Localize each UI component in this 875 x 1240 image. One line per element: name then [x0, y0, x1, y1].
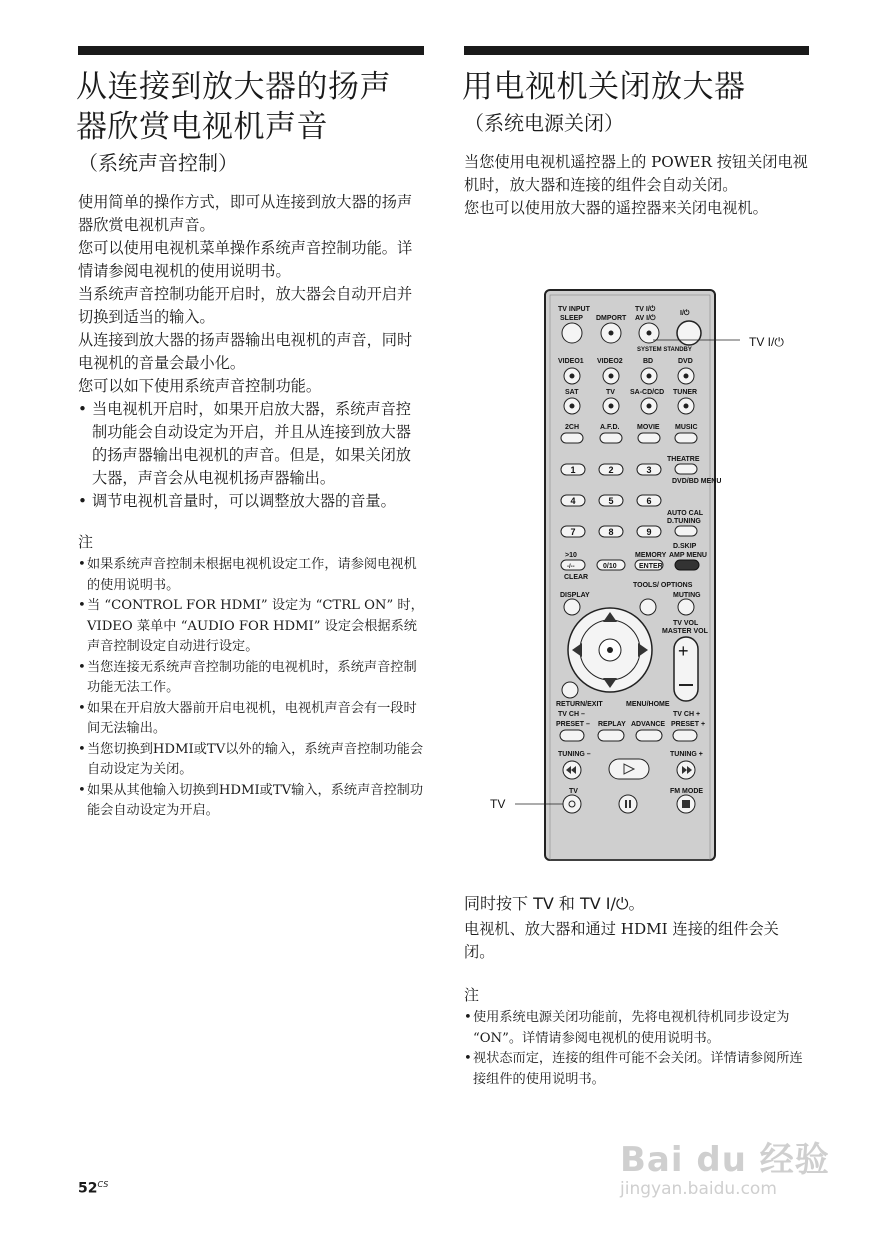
play-button[interactable]	[609, 759, 649, 779]
key-8-label: 8	[608, 527, 614, 537]
label-advance: ADVANCE	[631, 721, 666, 728]
label-movie: MOVIE	[637, 424, 660, 431]
step-block	[464, 891, 809, 1090]
label-av-power: AV I/⏻	[635, 315, 656, 322]
tv-bottom-button[interactable]	[563, 795, 581, 813]
note-item: • 使用系统电源关闭功能前，先将电视机待机同步设定为 “ON”。详情请参阅电视机的使用说明书。	[464, 1008, 809, 1049]
label-video1: VIDEO1	[558, 358, 584, 365]
note-item: • 当 “CONTROL FOR HDMI” 设定为 “CTRL ON” 时，VIDEO 菜单中 “AUDIO FOR HDMI” 设定会根据系统声音控制设定自动进行设定。	[78, 596, 424, 658]
label-dvdbd-menu: DVD/BD MENU	[672, 478, 722, 485]
callout-tv-power: TV I/⏻	[749, 335, 784, 349]
label-tuning-minus: TUNING –	[558, 751, 591, 758]
advance-button[interactable]	[636, 730, 662, 741]
notes-block	[464, 984, 809, 1090]
label-dmport: DMPORT	[596, 315, 627, 322]
left-column	[78, 46, 424, 822]
notes-list	[464, 1008, 809, 1090]
remote-illustration	[470, 285, 815, 865]
label-preset-plus: PRESET +	[671, 721, 706, 728]
label-zero: 0/10	[603, 563, 617, 570]
note-heading: 注	[78, 533, 94, 551]
paragraph: 您可以如下使用系统声音控制功能。	[78, 377, 321, 395]
label-2ch: 2CH	[565, 424, 580, 431]
paragraph: 使用简单的操作方式，即可从连接到放大器的扬声器欣赏电视机声音。	[78, 193, 413, 234]
label-video2: VIDEO2	[597, 358, 623, 365]
bullet-item: • 当电视机开启时，如果开启放大器，系统声音控制功能会自动设定为开启，并且从连接到放大器的扬声器输出电视机的声音。但是，如果关闭放大器，声音会从电视机扬声器输出。	[78, 398, 424, 490]
label-tools: TOOLS/ OPTIONS	[633, 582, 693, 589]
label-tuner: TUNER	[673, 389, 698, 396]
label-display: DISPLAY	[560, 592, 590, 599]
section-rule	[464, 46, 809, 55]
step-instruction: 同时按下 TV 和 TV I/⏻。	[464, 894, 645, 913]
label-d-tuning: D.TUNING	[667, 518, 701, 525]
paragraph: 当系统声音控制功能开启时，放大器会自动开启并切换到适当的输入。	[78, 285, 413, 326]
label-tv-input-button: TV	[606, 389, 615, 396]
label-tuning-plus: TUNING +	[670, 751, 703, 758]
label-tv-ch-plus: TV CH +	[673, 711, 701, 718]
label-menu-home: MENU/HOME	[626, 701, 670, 708]
note-item: • 当您切换到HDMI或TV以外的输入，系统声音控制功能会自动设定为关闭。	[78, 740, 424, 781]
label-auto-cal: AUTO CAL	[667, 510, 704, 517]
label-master-vol: MASTER VOL	[662, 628, 708, 635]
label-dvd: DVD	[678, 358, 693, 365]
section-subtitle: （系统声音控制）	[78, 151, 238, 175]
label-power: I/⏻	[680, 310, 690, 317]
note-item: • 如果系统声音控制未根据电视机设定工作，请参阅电视机的使用说明书。	[78, 555, 424, 596]
key-7-label: 7	[570, 527, 576, 537]
key-2-label: 2	[608, 465, 614, 475]
label-replay: REPLAY	[598, 721, 626, 728]
label-tv-ch-minus: TV CH –	[558, 711, 585, 718]
label-amp-menu: AMP MENU	[669, 552, 707, 559]
tools-button[interactable]	[640, 599, 656, 615]
label-music: MUSIC	[675, 424, 698, 431]
amp-menu-button[interactable]	[675, 560, 699, 570]
label-theatre: THEATRE	[667, 456, 700, 463]
label-fm-mode: FM MODE	[670, 788, 704, 795]
power-button[interactable]	[677, 321, 701, 345]
label-preset-minus: PRESET –	[556, 721, 590, 728]
notes-list	[78, 555, 424, 822]
label-sacd: SA-CD/CD	[630, 389, 665, 396]
section-title: 用电视机关闭放大器	[462, 69, 746, 105]
body-text	[464, 151, 809, 220]
dtuning-button[interactable]	[675, 526, 697, 536]
label-bd: BD	[643, 358, 654, 365]
label-return: RETURN/EXIT	[556, 701, 603, 708]
label-clear: CLEAR	[564, 574, 589, 581]
dvdbd-menu-button[interactable]	[675, 464, 697, 474]
note-item: • 视状态而定，连接的组件可能不会关闭。详情请参阅所连接组件的使用说明书。	[464, 1049, 809, 1090]
return-button[interactable]	[562, 682, 578, 698]
key-6-label: 6	[646, 496, 652, 506]
right-column	[464, 46, 809, 220]
label-tv-bottom: TV	[569, 788, 578, 795]
section-subtitle: （系统电源关闭）	[464, 111, 624, 135]
next-button[interactable]	[673, 730, 697, 741]
bullet-item: • 调节电视机音量时，可以调整放大器的音量。	[78, 490, 424, 513]
label-afd: A.F.D.	[600, 424, 620, 431]
movie-button[interactable]	[638, 433, 660, 443]
paragraph: 您也可以使用放大器的遥控器来关闭电视机。	[464, 199, 768, 217]
key-5-label: 5	[608, 496, 614, 506]
note-item: • 当您连接无系统声音控制功能的电视机时，系统声音控制功能无法工作。	[78, 658, 424, 699]
2ch-button[interactable]	[561, 433, 583, 443]
prev-button[interactable]	[560, 730, 584, 741]
pause-button[interactable]	[619, 795, 637, 813]
label-dash: -/--	[567, 564, 575, 570]
key-9-label: 9	[646, 527, 652, 537]
note-item: • 如果从其他输入切换到HDMI或TV输入，系统声音控制功能会自动设定为开启。	[78, 781, 424, 822]
section-title: 从连接到放大器的扬声器欣赏电视机声音	[76, 69, 391, 145]
bullet-list	[78, 398, 424, 513]
paragraph: 当您使用电视机遥控器上的 POWER 按钮关闭电视机时，放大器和连接的组件会自动关闭。	[464, 153, 808, 194]
label-tv-power: TV I/⏻	[635, 306, 656, 313]
replay-button[interactable]	[598, 730, 624, 741]
watermark-url: jingyan.baidu.com	[620, 1179, 777, 1199]
label-sat: SAT	[565, 389, 579, 396]
label-muting: MUTING	[673, 592, 701, 599]
label-sleep: SLEEP	[560, 315, 583, 322]
label-enter: ENTER	[639, 563, 663, 570]
label-system-standby: SYSTEM STANDBY	[637, 347, 692, 353]
paragraph: 您可以使用电视机菜单操作系统声音控制功能。详情请参阅电视机的使用说明书。	[78, 239, 413, 280]
music-button[interactable]	[675, 433, 697, 443]
notes-block	[78, 531, 424, 822]
label-d-skip: D.SKIP	[673, 543, 697, 550]
note-item: • 如果在开启放大器前开启电视机，电视机声音会有一段时间无法输出。	[78, 699, 424, 740]
plus-icon: +	[678, 641, 689, 661]
muting-button[interactable]	[678, 599, 694, 615]
watermark-brand: Bai du 经验	[620, 1140, 830, 1180]
key-4-label: 4	[570, 496, 576, 506]
label-tv-vol: TV VOL	[673, 620, 699, 627]
label-ten: >10	[565, 552, 577, 559]
key-1-label: 1	[570, 465, 576, 475]
afd-button[interactable]	[600, 433, 622, 443]
note-heading: 注	[464, 986, 480, 1004]
key-3-label: 3	[646, 465, 652, 475]
display-button[interactable]	[564, 599, 580, 615]
label-memory: MEMORY	[635, 552, 667, 559]
callout-tv: TV	[490, 797, 506, 811]
step-text: 电视机、放大器和通过 HDMI 连接的组件会关闭。	[464, 920, 779, 961]
label-tv-input: TV INPUT	[558, 306, 590, 313]
section-rule	[78, 46, 424, 55]
paragraph: 从连接到放大器的扬声器输出电视机的声音，同时电视机的音量会最小化。	[78, 331, 413, 372]
sleep-button[interactable]	[562, 323, 582, 343]
page-number: $52^{CS}$	[78, 1180, 109, 1197]
watermark	[620, 1132, 830, 1199]
body-text	[78, 191, 424, 513]
